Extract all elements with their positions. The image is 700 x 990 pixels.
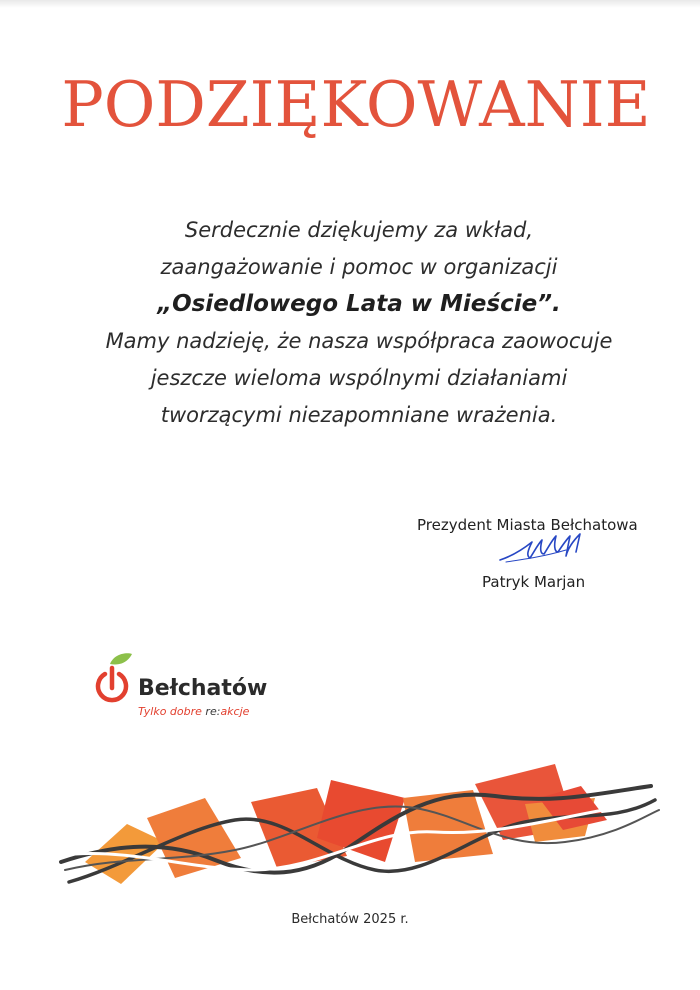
signatory-name: Patryk Marjan <box>482 573 586 591</box>
tagline-re: re <box>205 705 217 718</box>
body-line: Mamy nadzieję, że nasza współpraca zaowocuje <box>105 329 613 353</box>
page-top-edge <box>0 0 700 8</box>
decorative-wave-graphic <box>55 758 665 898</box>
tagline-colon: : <box>216 705 221 718</box>
tagline-suffix: akcje <box>220 705 250 718</box>
body-text <box>0 212 700 434</box>
body-line: zaangażowanie i pomoc w organizacji <box>160 255 558 279</box>
power-apple-icon <box>92 650 138 710</box>
body-line: jeszcze wieloma wspólnymi działaniami <box>150 366 568 390</box>
body-line: Serdecznie dziękujemy za wkład, <box>184 218 534 242</box>
city-logo <box>92 650 332 730</box>
event-name: „Osiedlowego Lata w Mieście”. <box>157 291 561 317</box>
body-line: tworzącymi niezapomniane wrażenia. <box>160 403 558 427</box>
signatory-title: Prezydent Miasta Bełchatowa <box>417 516 638 534</box>
tagline-prefix: Tylko dobre <box>138 705 206 718</box>
place-date: Bełchatów 2025 r. <box>291 912 409 927</box>
logo-city-name: Bełchatów <box>138 676 268 701</box>
logo-tagline <box>138 705 249 718</box>
handwritten-signature <box>496 526 592 570</box>
document-title: PODZIĘKOWANIE <box>61 68 651 141</box>
